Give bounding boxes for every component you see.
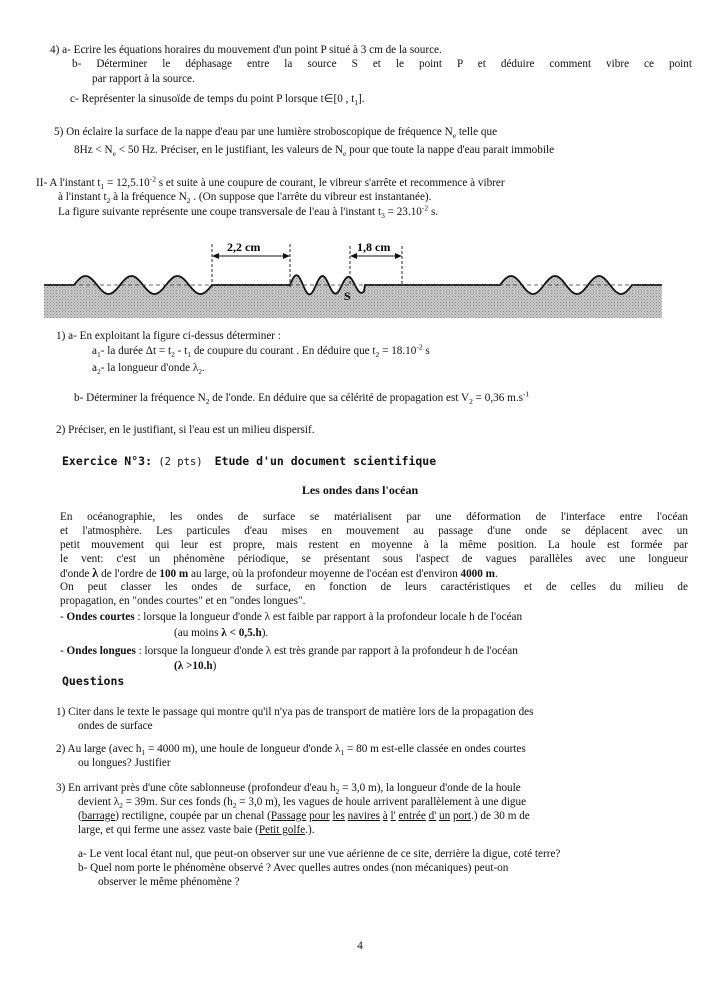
exercise-3-header: Exercice N°3: (2 pts) Etude d'un document scientifique (62, 454, 437, 468)
part-2-line1: II- A l'instant $t_1 = 12,5.10^{-2}$ s et suite à une coupure de courant, le vibreur s'arrête et recommence à vibrer (36, 174, 505, 192)
subquestion-1b: b- Déterminer la fréquence $N_2$ de l'onde. En déduire que sa célérité de propagation est $V_2 = 0,36$ $m.s^{-1}$ (74, 389, 530, 407)
arrowhead (395, 253, 402, 259)
question-1-line1: 1) Citer dans le texte le passage qui montre qu'il n'ya pas de transport de matière lors de la propagation des (56, 706, 534, 718)
subquestion-2: 2) Préciser, en le justifiant, si l'eau est un milieu dispersif. (56, 424, 315, 436)
doc-short-waves: - Ondes courtes : lorsque la longueur d'onde λ est faible par rapport à la profondeur locale h de l'océan (60, 611, 523, 623)
doc-line-6: On peut classer les ondes de surface, en fonction de leurs caractéristiques et de celles du milieu de (60, 581, 688, 593)
page-number: 4 (357, 940, 363, 952)
question-3-line2: devient $\lambda_2 = 39m$. Sur ces fonds ($h_2 = 3,0$ m), les vagues de houle arrivent parallèlement à une digue (78, 796, 527, 811)
question-2-line1: 2) Au large (avec $h_1 = 4000$ m), une houle de longueur d'onde $\lambda_1 = 80$ m est-elle classée en ondes courtes (56, 743, 526, 758)
question-3-line3: (barrage) rectiligne, coupée par un chenal (Passage pour les navires à l' entrée d' un port.) de 30 m de (78, 810, 530, 822)
doc-line-1: En océanographie, les ondes de surface se matérialisent par une déformation de l'interface entre l'océan (60, 511, 688, 523)
arrowhead (350, 253, 357, 259)
dimension-label-1-8: 1,8 cm (357, 240, 391, 254)
doc-long-waves-condition: (λ >10.h) (174, 660, 217, 672)
part-2-line2: à l'instant $t_2$ à la fréquence $N_2$ . (On suppose que l'arrête du vibreur est instantanée). (58, 191, 432, 206)
question-4c: c- Représenter la sinusoïde de temps du point P lorsque t∈[0 , $t_1$]. (70, 93, 365, 108)
question-5-line1: 5) On éclaire la surface de la nappe d'eau par une lumière stroboscopique de fréquence $N_e$ telle que (54, 126, 498, 141)
dimension-label-2-2: 2,2 cm (227, 240, 261, 254)
document-heading: Les ondes dans l'océan (301, 483, 419, 497)
doc-short-waves-condition: (au moins λ < 0,5.h). (174, 627, 269, 639)
question-5-line2: $8Hz < N_e < 50$ Hz. Préciser, en le justifiant, les valeurs de $N_e$ pour que toute la nappe d'eau parait immobile (74, 144, 555, 159)
arrowhead (283, 253, 290, 259)
subquestion-1a: 1) a- En exploitant la figure ci-dessus déterminer : (56, 330, 281, 342)
question-4b-line2: par rapport à la source. (92, 73, 195, 85)
questions-title: Questions (62, 674, 125, 688)
question-1-line2: ondes de surface (78, 720, 153, 732)
source-label: S (344, 289, 351, 303)
question-2-line2: ou longues? Justifier (78, 757, 171, 769)
subquestion-1a1: $a_1-$ la durée $\Delta t = t_2 - t_1$ de coupure du courant . En déduire que $t_2 = 18.10^{-2}$ s (92, 342, 430, 360)
question-3-line1: 3) En arrivant près d'une côte sablonneuse (profondeur d'eau $h_2 = 3,0$ m), la longueur d'onde de la houle (56, 782, 521, 797)
question-3a: a- Le vent local étant nul, que peut-on observer sur une vue aérienne de ce site, derrière la digue, coté terre? (78, 848, 561, 860)
doc-line-4: le vent: c'est un phénomène périodique, se présentant sous l'aspect de vagues parallèles avec une longueur (60, 553, 688, 565)
question-4b-line1: b- Déterminer le déphasage entre la source S et le point P et déduire comment vibre ce point (72, 58, 692, 70)
part-2-line3: La figure suivante représente une coupe transversale de l'eau à l'instant $t_3 = 23.10^{-2}$ s. (58, 203, 439, 221)
arrowhead (212, 253, 219, 259)
doc-line-2: et l'atmosphère. Les particules d'eau mises en mouvement au passage d'une onde se déplacent avec un (60, 525, 688, 537)
doc-long-waves: - Ondes longues : lorsque la longueur d'onde λ est très grande par rapport à la profondeur h de l'océan (60, 645, 518, 657)
question-3b-line1: b- Quel nom porte le phénomène observé ? Avec quelles autres ondes (non mécaniques) peut-on (78, 862, 509, 874)
question-4a: 4) a- Ecrire les équations horaires du mouvement d'un point P situé à 3 cm de la source. (50, 44, 442, 56)
question-3-line4: large, et qui ferme une assez vaste baie (Petit golfe.). (78, 824, 315, 836)
doc-line-3: petit mouvement qui leur est propre, mais restent en moyenne à la même position. La houle est formée par (60, 539, 688, 551)
doc-line-5: d'onde λ de l'ordre de 100 m au large, où la profondeur moyenne de l'océan est d'environ 4000 m. (60, 566, 498, 580)
subquestion-1a2: $a_2-$ la longueur d'onde $\lambda_2$. (92, 362, 205, 377)
question-3b-line2: observer le même phénomène ? (98, 876, 240, 888)
doc-line-7: propagation, en "ondes courtes" et en "ondes longues". (60, 595, 306, 607)
wave-cross-section-figure (44, 236, 662, 318)
